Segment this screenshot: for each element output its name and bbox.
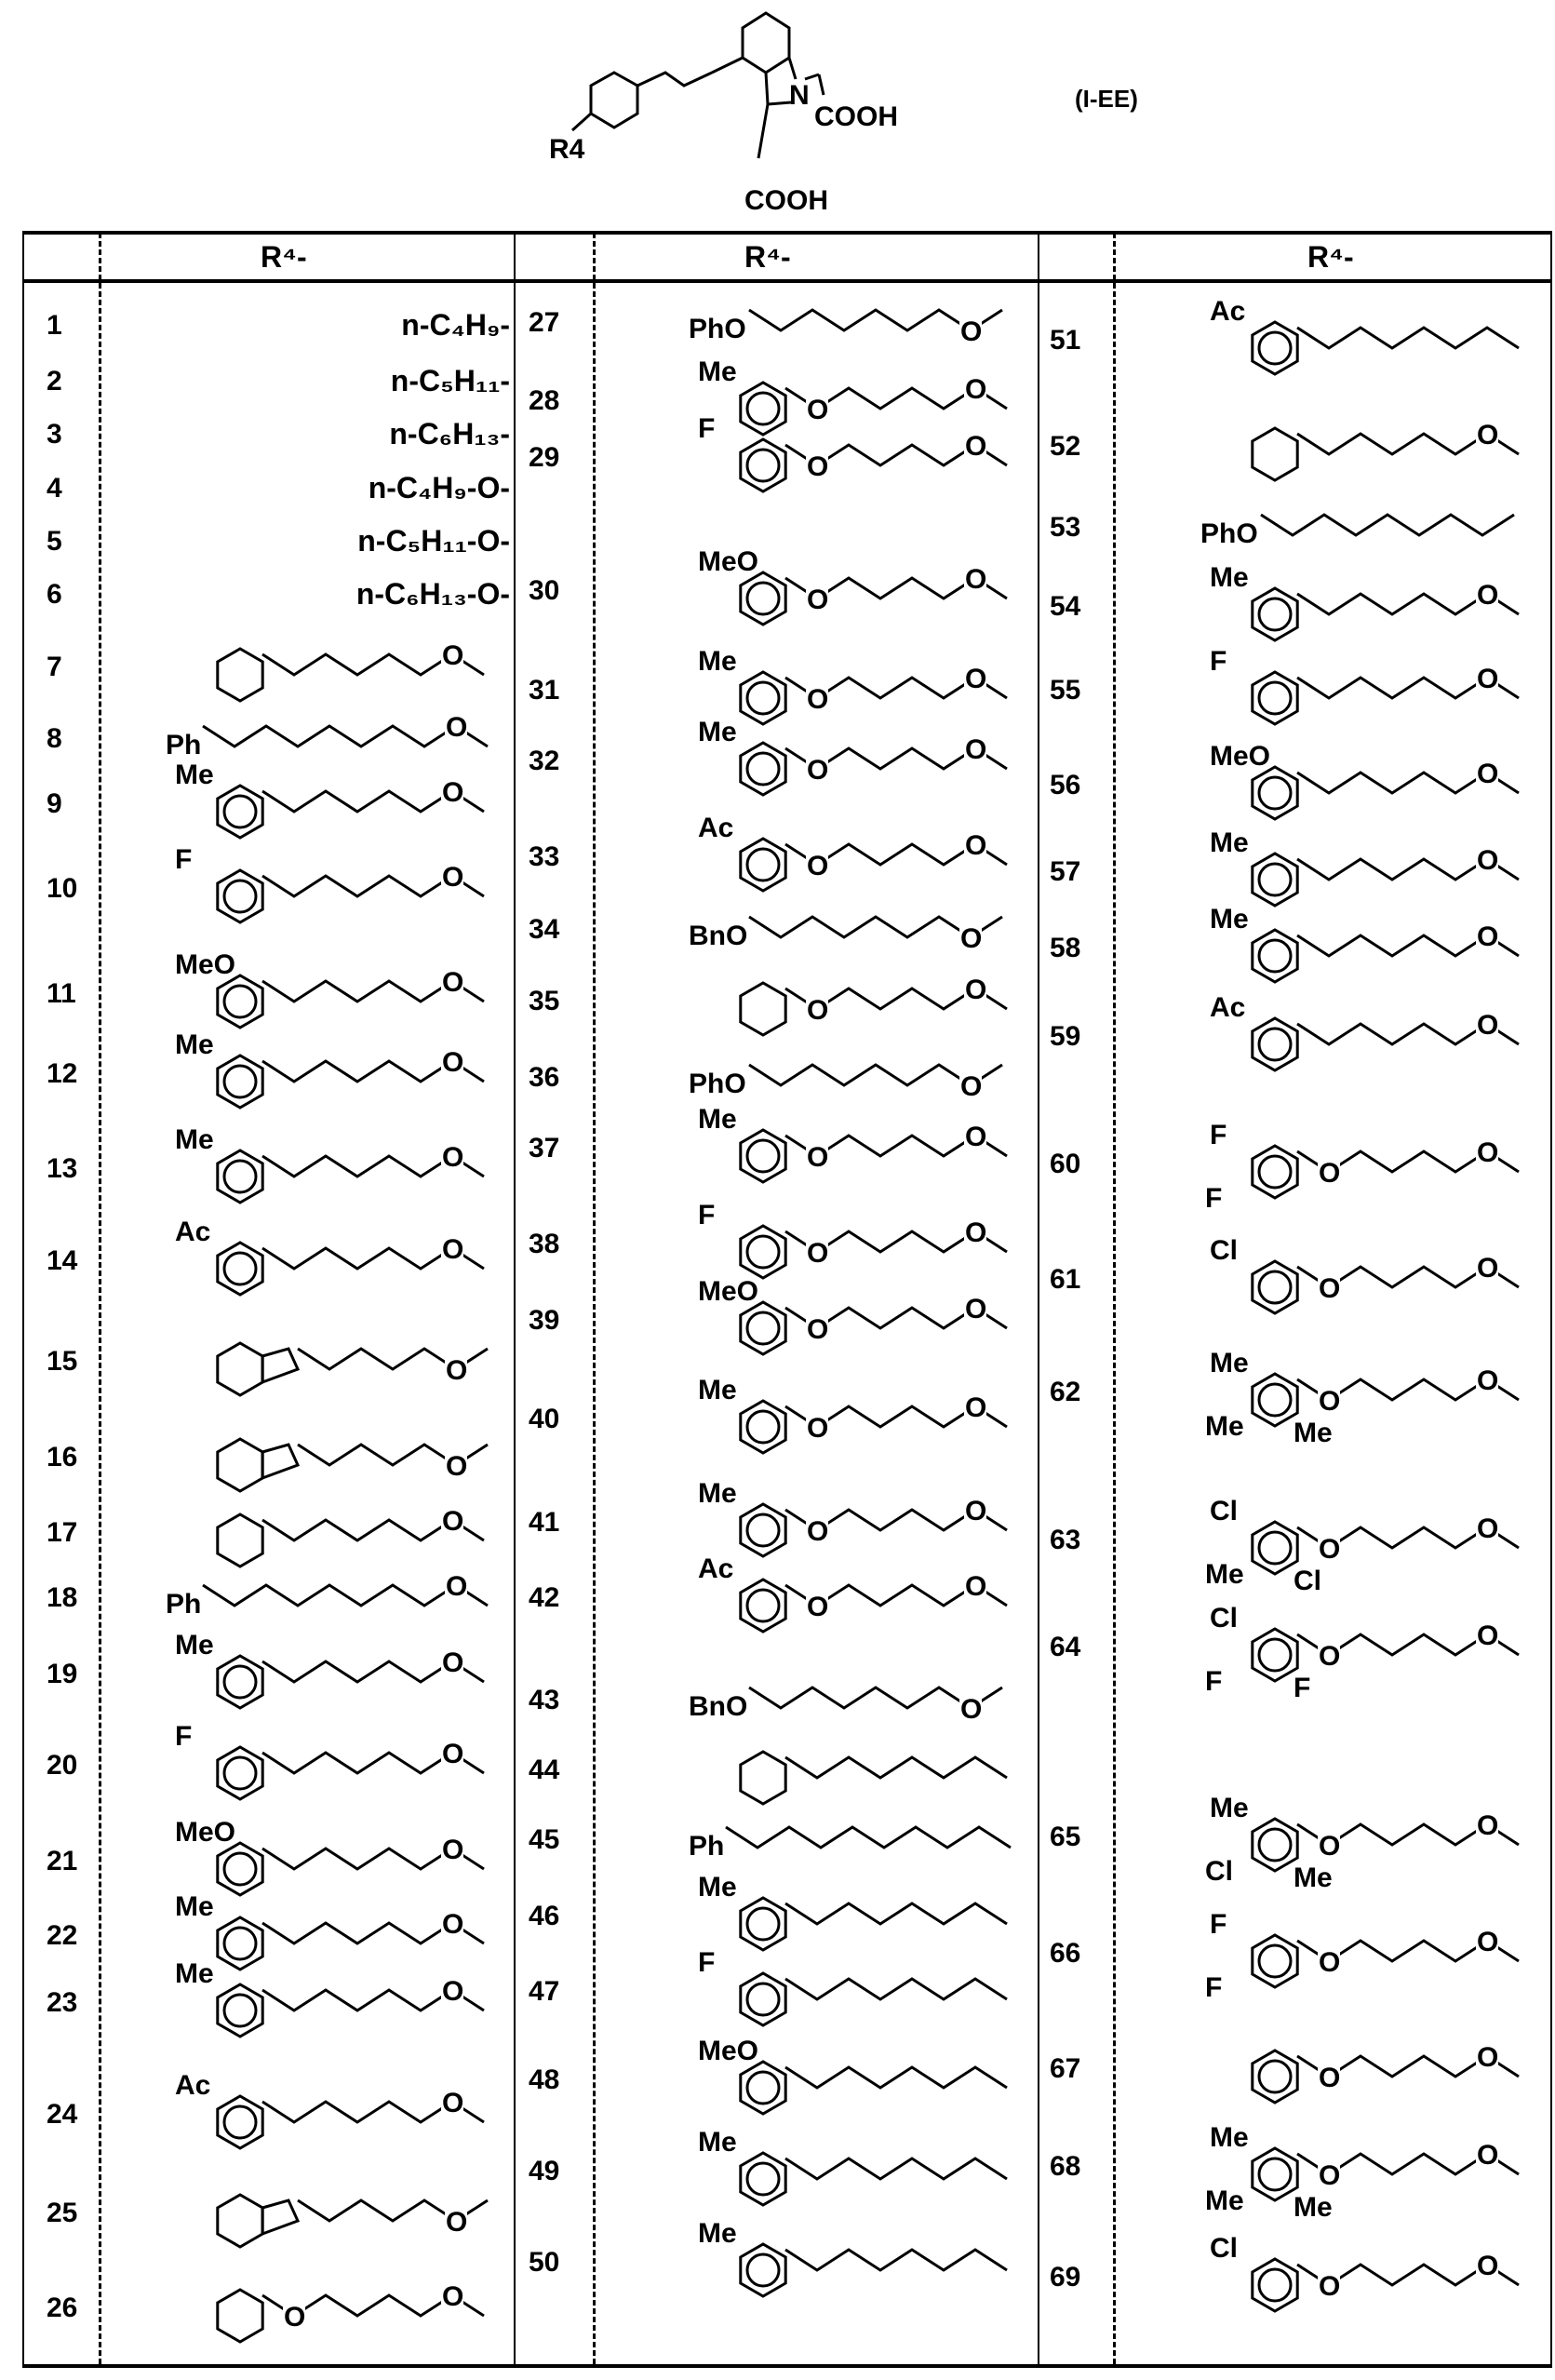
entry-number: 8 (47, 723, 62, 755)
substituent-label: Me (1210, 904, 1249, 935)
column-divider (514, 231, 516, 2366)
dashed-divider (99, 233, 101, 2364)
entry-number: 30 (529, 575, 559, 607)
core-structure (521, 0, 1173, 223)
substituent-label: Me (698, 1375, 737, 1405)
oxygen-label: O (807, 1592, 828, 1622)
substituent-label: Me (175, 1124, 214, 1155)
oxygen-label: O (442, 1647, 463, 1678)
substituent-label: F (175, 844, 192, 875)
oxygen-label: O (1477, 2251, 1498, 2281)
entry-number: 31 (529, 675, 559, 706)
substituent-structure (156, 2163, 510, 2266)
oxygen-label: O (807, 395, 828, 425)
oxygen-label: O (1477, 1810, 1498, 1841)
lead-group-label: PhO (689, 314, 746, 344)
substituent-label: Ac (1210, 992, 1245, 1023)
substituent-structure (156, 1024, 510, 1126)
cyclohexyl-ring-icon (218, 2290, 262, 2342)
substituent-structure (679, 711, 1033, 814)
oxygen-label: O (1319, 2063, 1340, 2093)
substituent-label: F (1205, 1972, 1222, 2003)
substituent-formula: n-C₆H₁₃- (389, 417, 510, 451)
entry-number: 65 (1050, 1822, 1080, 1853)
substituent-structure (1191, 1490, 1545, 1593)
oxygen-label: O (965, 830, 986, 861)
substituent-label: F (175, 1721, 192, 1752)
substituent-label: MeO (175, 1817, 235, 1848)
column-header-r4: R⁴- (1307, 240, 1354, 275)
substituent-structure (679, 1942, 1033, 2044)
entry-number: 22 (47, 1920, 77, 1952)
substituent-label: Me (698, 1478, 737, 1509)
oxygen-label: O (1477, 1253, 1498, 1284)
entry-number: 11 (47, 978, 76, 1010)
entry-number: 59 (1050, 1021, 1080, 1053)
entry-number: 29 (529, 442, 559, 474)
substituent-label: Me (175, 1891, 214, 1922)
oxygen-label: O (807, 451, 828, 482)
entry-number: 39 (529, 1305, 559, 1337)
substituent-label: F (698, 1200, 715, 1230)
entry-number: 17 (47, 1517, 77, 1549)
oxygen-label: O (1477, 1137, 1498, 1168)
substituent-label: Cl (1210, 1235, 1238, 1266)
entry-number: 67 (1050, 2053, 1080, 2085)
oxygen-label: O (1477, 2140, 1498, 2171)
oxygen-label: O (807, 1238, 828, 1269)
entry-number: 5 (47, 526, 62, 558)
entry-number: 66 (1050, 1938, 1080, 1970)
substituent-label: Me (698, 2127, 737, 2158)
oxygen-label: O (442, 967, 463, 998)
entry-number: 55 (1050, 675, 1080, 706)
oxygen-label: O (965, 1571, 986, 1602)
entry-number: 16 (47, 1442, 77, 1473)
substituent-label: Me (1210, 1793, 1249, 1823)
entry-number: 43 (529, 1685, 559, 1716)
oxygen-label: O (442, 1234, 463, 1265)
substituent-label: Ac (175, 1217, 210, 1247)
cyclohexyl-ring-icon (1253, 428, 1297, 480)
oxygen-label: O (1477, 845, 1498, 876)
oxygen-label: O (442, 1976, 463, 2007)
substituent-structure (679, 2030, 1033, 2132)
substituent-formula: n-C₄H₉- (401, 308, 510, 343)
formula-label: (I-EE) (1075, 85, 1138, 113)
entry-number: 42 (529, 1582, 559, 1614)
oxygen-label: O (442, 862, 463, 893)
oxygen-label: O (442, 777, 463, 808)
lead-group-label: BnO (689, 1691, 747, 1722)
oxygen-label: O (965, 374, 986, 405)
lead-group-label: Ph (689, 1831, 724, 1862)
oxygen-label: O (965, 1122, 986, 1152)
substituent-structure (156, 839, 510, 941)
substituent-structure (679, 541, 1033, 643)
substituent-label: Cl (1294, 1566, 1321, 1593)
entry-number: 19 (47, 1659, 77, 1690)
substituent-label: Me (698, 1872, 737, 1903)
oxygen-label: O (807, 1413, 828, 1444)
substituent-label: MeO (1210, 741, 1270, 772)
substituent-structure (679, 1271, 1033, 1373)
substituent-label: F (1205, 1183, 1222, 1214)
oxygen-label: O (446, 1571, 467, 1602)
entry-number: 69 (1050, 2262, 1080, 2293)
oxygen-label: O (446, 2207, 467, 2238)
entry-number: 68 (1050, 2151, 1080, 2183)
entry-number: 44 (529, 1755, 559, 1786)
substituent-structure (1191, 2117, 1545, 2219)
oxygen-label: O (965, 564, 986, 595)
substituent-structure (1191, 1230, 1545, 1332)
oxygen-label: O (1477, 1513, 1498, 1544)
substituent-label: Me (1210, 1348, 1249, 1378)
oxygen-label: O (807, 1516, 828, 1547)
oxygen-label: O (965, 1392, 986, 1423)
lead-group-label: Ph (166, 1589, 201, 1620)
dashed-divider (593, 233, 596, 2364)
column-header-r4: R⁴- (744, 240, 791, 275)
substituent-structure (156, 1211, 510, 1313)
substituent-label: Me (698, 356, 737, 387)
oxygen-label: O (1319, 2160, 1340, 2191)
substituent-label: Ac (698, 1553, 733, 1584)
substituent-formula: n-C₅H₁₁-O- (357, 524, 510, 558)
substituent-structure (1191, 1114, 1545, 1217)
oxygen-label: O (1477, 580, 1498, 611)
entry-number: 46 (529, 1901, 559, 1932)
core-structure-drawing (521, 0, 1173, 223)
substituent-label: Me (1205, 1411, 1244, 1442)
oxygen-label: O (965, 1217, 986, 1248)
oxygen-label: O (965, 975, 986, 1005)
oxygen-label: O (1319, 2271, 1340, 2302)
entry-number: 57 (1050, 856, 1080, 888)
substituent-structure (1191, 2227, 1545, 2330)
table-bottom-border (22, 2364, 1552, 2368)
entry-number: 10 (47, 873, 77, 905)
substituent-structure (1191, 1597, 1545, 1700)
oxygen-label: O (442, 1835, 463, 1865)
entry-number: 32 (529, 746, 559, 777)
oxygen-label: O (446, 1451, 467, 1482)
substituent-label: Me (1294, 2192, 1333, 2219)
entry-number: 40 (529, 1404, 559, 1435)
substituent-label: Me (1210, 827, 1249, 858)
oxygen-label: O (1477, 1620, 1498, 1651)
oxygen-label: O (446, 712, 467, 743)
oxygen-label: O (1477, 2042, 1498, 2073)
column-header-r4: R⁴- (261, 240, 307, 275)
substituent-structure (156, 1119, 510, 1221)
entry-number: 41 (529, 1507, 559, 1539)
entry-number: 49 (529, 2156, 559, 2187)
entry-number: 38 (529, 1229, 559, 1260)
oxygen-label: O (1477, 921, 1498, 952)
substituent-label: Me (175, 1029, 214, 1060)
substituent-label: Ac (698, 813, 733, 843)
entry-number: 13 (47, 1153, 77, 1185)
substituent-label: MeO (175, 949, 235, 980)
substituent-formula: n-C₄H₉-O- (369, 471, 510, 505)
substituent-structure (1191, 2019, 1545, 2121)
substituent-label: F (698, 413, 715, 444)
entry-number: 51 (1050, 325, 1080, 356)
entry-number: 48 (529, 2064, 559, 2096)
oxygen-label: O (442, 1506, 463, 1537)
substituent-structure (679, 408, 1033, 510)
oxygen-label: O (965, 734, 986, 765)
oxygen-label: O (284, 2302, 305, 2333)
entry-number: 37 (529, 1133, 559, 1164)
oxygen-label: O (807, 755, 828, 786)
substituent-structure (679, 2212, 1033, 2315)
substituent-structure (679, 1369, 1033, 1472)
entry-number: 15 (47, 1346, 77, 1378)
substituent-formula: n-C₆H₁₃-O- (356, 577, 510, 612)
substituent-label: Ac (1210, 296, 1245, 327)
substituent-label: F (1210, 646, 1227, 677)
oxygen-label: O (1477, 1010, 1498, 1041)
entry-number: 62 (1050, 1377, 1080, 1408)
oxygen-label: O (807, 1314, 828, 1345)
indanyl-ring-icon (218, 2195, 262, 2247)
oxygen-label: O (442, 2088, 463, 2118)
substituent-structure (1191, 1787, 1545, 1889)
substituent-label: Cl (1210, 2233, 1238, 2264)
oxygen-label: O (442, 2281, 463, 2312)
oxygen-label: O (807, 1142, 828, 1173)
table-right-border (1550, 231, 1552, 2366)
core-n-label: N (789, 80, 810, 111)
substituent-label: F (1205, 1666, 1222, 1697)
entry-number: 4 (47, 473, 62, 504)
substituent-label: Me (1210, 562, 1249, 593)
substituent-label: F (1210, 1120, 1227, 1150)
oxygen-label: O (1477, 1927, 1498, 1957)
lead-group-label: PhO (1200, 518, 1258, 549)
entry-number: 35 (529, 986, 559, 1017)
oxygen-label: O (1319, 1641, 1340, 1672)
entry-number: 3 (47, 419, 62, 450)
oxygen-label: O (1477, 1365, 1498, 1396)
core-cooh-label: COOH (814, 101, 898, 132)
substituent-structure (1191, 640, 1545, 743)
substituent-label: Me (1205, 2185, 1244, 2216)
entry-number: 54 (1050, 591, 1080, 623)
oxygen-label: O (960, 1071, 982, 1102)
entry-number: 34 (529, 914, 559, 946)
oxygen-label: O (1319, 1947, 1340, 1978)
entry-number: 28 (529, 385, 559, 417)
dashed-divider (1113, 233, 1116, 2364)
substituent-structure (156, 1953, 510, 2055)
substituent-structure (679, 1548, 1033, 1650)
entry-number: 18 (47, 1582, 77, 1614)
entry-number: 27 (529, 307, 559, 339)
substituent-structure (1191, 1342, 1545, 1445)
substituent-structure (1191, 1903, 1545, 2006)
substituent-label: Ac (175, 2070, 210, 2101)
substituent-label: Cl (1210, 1496, 1238, 1526)
entry-number: 25 (47, 2198, 77, 2229)
oxygen-label: O (442, 640, 463, 671)
entry-number: 6 (47, 579, 62, 611)
entry-number: 33 (529, 841, 559, 873)
table-top-border (22, 231, 1552, 235)
oxygen-label: O (960, 1694, 982, 1725)
oxygen-label: O (1319, 1386, 1340, 1417)
oxygen-label: O (1477, 420, 1498, 450)
substituent-label: Me (1205, 1559, 1244, 1590)
substituent-label: Me (1294, 1862, 1333, 1889)
entry-number: 14 (47, 1245, 77, 1277)
substituent-structure (679, 2121, 1033, 2224)
oxygen-label: O (442, 1142, 463, 1173)
substituent-structure (679, 1098, 1033, 1201)
oxygen-label: O (960, 316, 982, 347)
entry-number: 23 (47, 1987, 77, 2019)
substituent-label: Cl (1210, 1603, 1238, 1634)
table-left-border (22, 231, 24, 2366)
entry-number: 45 (529, 1824, 559, 1856)
entry-number: 2 (47, 366, 62, 397)
substituent-structure (1191, 987, 1545, 1089)
substituent-structure (156, 1311, 510, 1414)
substituent-structure (156, 1715, 510, 1818)
core-cooh-label: COOH (744, 185, 828, 216)
lead-group-label: BnO (689, 921, 747, 951)
entry-number: 61 (1050, 1264, 1080, 1296)
oxygen-label: O (807, 995, 828, 1026)
substituent-label: F (698, 1947, 715, 1978)
substituent-label: MeO (698, 1276, 758, 1307)
entry-number: 26 (47, 2293, 77, 2324)
indanyl-ring-icon (218, 1343, 262, 1395)
oxygen-label: O (1319, 1158, 1340, 1189)
entry-number: 7 (47, 652, 62, 683)
substituent-label: Me (175, 760, 214, 790)
entry-number: 12 (47, 1058, 77, 1090)
column-divider (1038, 231, 1039, 2366)
entry-number: 52 (1050, 431, 1080, 463)
substituent-structure (156, 1624, 510, 1727)
oxygen-label: O (446, 1355, 467, 1386)
oxygen-label: O (960, 923, 982, 954)
oxygen-label: O (1319, 1273, 1340, 1304)
lead-group-label: PhO (689, 1069, 746, 1099)
entry-number: 56 (1050, 770, 1080, 801)
oxygen-label: O (442, 1739, 463, 1769)
substituent-label: Me (175, 1958, 214, 1989)
oxygen-label: O (1319, 1831, 1340, 1862)
entry-number: 20 (47, 1750, 77, 1782)
entry-number: 9 (47, 788, 62, 820)
oxygen-label: O (965, 1294, 986, 1324)
oxygen-label: O (807, 585, 828, 615)
oxygen-label: O (1319, 1534, 1340, 1565)
substituent-label: Me (698, 717, 737, 747)
entry-number: 60 (1050, 1149, 1080, 1180)
oxygen-label: O (965, 1496, 986, 1526)
entry-number: 53 (1050, 512, 1080, 544)
oxygen-label: O (965, 664, 986, 694)
substituent-label: Me (175, 1630, 214, 1661)
entry-number: 47 (529, 1976, 559, 2008)
core-r4-label: R4 (549, 134, 585, 165)
oxygen-label: O (1477, 759, 1498, 789)
entry-number: 50 (529, 2247, 559, 2279)
entry-number: 64 (1050, 1632, 1080, 1663)
entry-number: 58 (1050, 933, 1080, 964)
substituent-structure (1191, 898, 1545, 1001)
oxygen-label: O (442, 1909, 463, 1940)
substituent-label: F (1294, 1673, 1310, 1700)
substituent-label: Me (1210, 2122, 1249, 2153)
substituent-label: MeO (698, 546, 758, 577)
oxygen-label: O (807, 684, 828, 715)
substituent-label: Me (698, 2218, 737, 2249)
oxygen-label: O (965, 431, 986, 462)
substituent-structure (156, 2258, 510, 2360)
oxygen-label: O (442, 1047, 463, 1078)
entry-number: 63 (1050, 1525, 1080, 1556)
entry-number: 1 (47, 310, 62, 342)
entry-number: 36 (529, 1062, 559, 1094)
oxygen-label: O (1477, 664, 1498, 694)
substituent-label: Me (1294, 1418, 1333, 1445)
substituent-structure (156, 2064, 510, 2167)
entry-number: 24 (47, 2099, 77, 2131)
substituent-label: Me (698, 646, 737, 677)
substituent-label: MeO (698, 2036, 758, 2066)
substituent-label: Me (698, 1104, 737, 1135)
oxygen-label: O (807, 851, 828, 881)
substituent-formula: n-C₅H₁₁- (391, 364, 510, 398)
entry-number: 21 (47, 1846, 77, 1877)
substituent-label: Cl (1205, 1856, 1233, 1887)
substituent-label: F (1210, 1909, 1227, 1940)
substituent-structure (1191, 290, 1545, 393)
lead-group-label: Ph (166, 730, 201, 760)
